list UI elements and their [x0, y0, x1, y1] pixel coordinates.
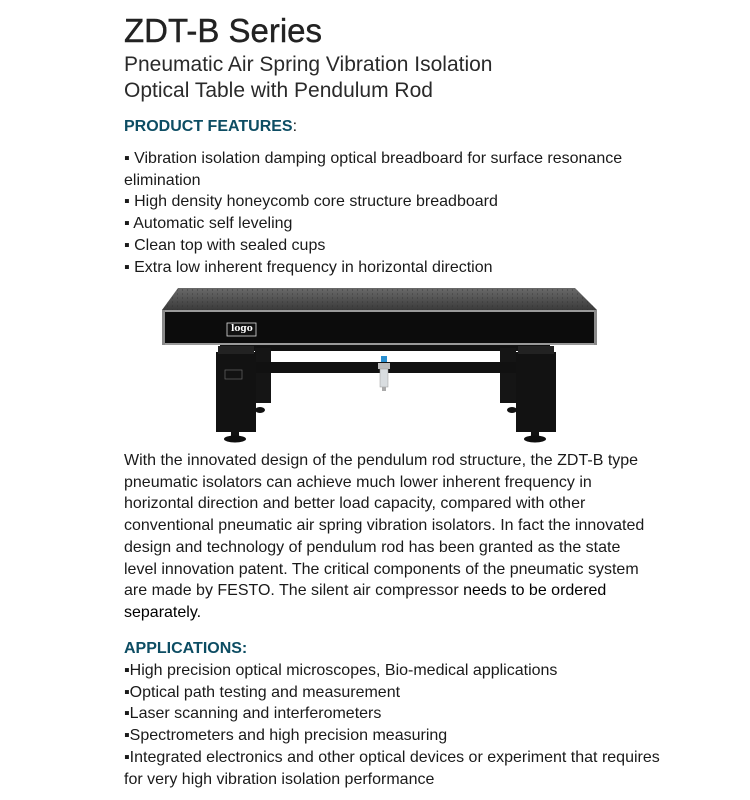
feature-item: ▪ Extra low inherent frequency in horizontal direction [124, 258, 493, 276]
optical-table-illustration [150, 280, 600, 450]
description-note: needs to be ordered separately. [124, 582, 607, 621]
applications-list [124, 660, 664, 790]
subtitle-line-1: Pneumatic Air Spring Vibration Isolation [124, 53, 493, 76]
page-title: ZDT-B Series [124, 12, 323, 49]
features-heading [124, 118, 297, 136]
features-heading-colon: : [292, 118, 298, 135]
description-text: With the innovated design of the pendulum rod structure, the ZDT-B type pneumatic isolators can achieve much lower inherent frequency in horizontal direction and better load capacity, compared with other conventional pneumatic air spring vibration isolators. In fact the innovated design and technology of pendulum rod has been granted as the state level innovation patent. The critical components of the pneumatic system are made by FESTO. The silent air compressor [124, 452, 645, 600]
features-list [124, 148, 664, 278]
feature-item: ▪ Automatic self leveling [124, 215, 293, 233]
product-image [150, 280, 600, 450]
feature-item: ▪ High density honeycomb core structure breadboard [124, 193, 498, 211]
description-paragraph [124, 450, 654, 624]
page-subtitle [124, 52, 492, 104]
feature-item: ▪ Clean top with sealed cups [124, 236, 326, 254]
application-item: ▪Optical path testing and measurement [124, 683, 401, 701]
application-item: ▪High precision optical microscopes, Bio-medical applications [124, 662, 558, 679]
subtitle-line-2: Optical Table with Pendulum Rod [124, 79, 433, 102]
feature-item: ▪ Vibration isolation damping optical breadboard for surface resonance elimination [124, 150, 623, 189]
application-item: ▪Integrated electronics and other optical devices or experiment that requires for very high vibration isolation performance [124, 748, 660, 788]
applications-heading: APPLICATIONS: [124, 640, 248, 657]
features-heading-text: PRODUCT FEATURES [124, 118, 293, 135]
product-logo-label: logo [231, 324, 253, 334]
application-item: ▪Spectrometers and high precision measuring [124, 727, 448, 745]
application-item: ▪Laser scanning and interferometers [124, 705, 382, 723]
